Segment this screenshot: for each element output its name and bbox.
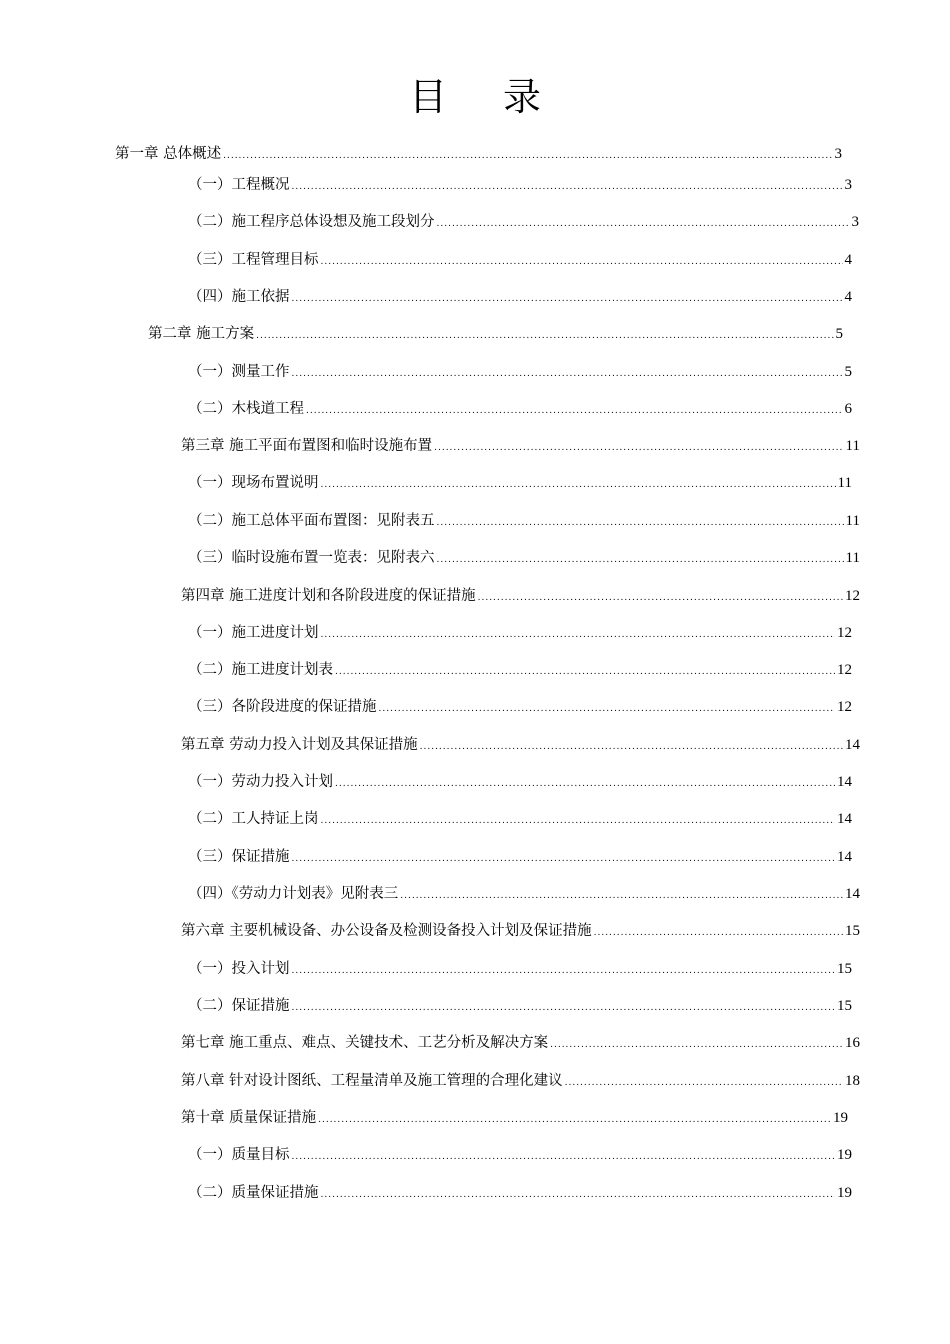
page-title: 目 录	[408, 75, 564, 119]
dot-leader	[306, 399, 843, 423]
toc-entry-page: 11	[845, 550, 860, 566]
toc-entry[interactable]	[188, 173, 852, 197]
dot-leader	[321, 809, 836, 833]
toc-entry[interactable]	[188, 770, 852, 794]
dot-leader	[400, 884, 843, 908]
toc-entry[interactable]	[188, 397, 852, 421]
dot-leader	[318, 1108, 831, 1132]
dot-leader	[223, 144, 832, 168]
toc-entry-label: 第二章 施工方案	[148, 326, 255, 342]
toc-entry[interactable]	[188, 1143, 852, 1167]
toc-entry[interactable]	[188, 210, 859, 234]
toc-entry-page: 14	[837, 811, 852, 827]
toc-entry-page: 5	[844, 364, 852, 380]
toc-entry-page: 19	[837, 1185, 852, 1201]
toc-entry[interactable]	[188, 807, 852, 831]
toc-entry[interactable]	[181, 1069, 860, 1093]
toc-entry-page: 12	[845, 588, 860, 604]
toc-entry-page: 11	[845, 438, 860, 454]
toc-entry-label: （三）工程管理目标	[188, 252, 319, 268]
toc-entry[interactable]	[188, 546, 860, 570]
toc-entry[interactable]	[188, 248, 852, 272]
toc-entry-page: 14	[845, 737, 860, 753]
toc-entry-label: （一）工程概况	[188, 177, 290, 193]
dot-leader	[335, 660, 835, 684]
dot-leader	[434, 436, 843, 460]
toc-entry-page: 12	[837, 625, 852, 641]
toc-entry-page: 6	[844, 401, 852, 417]
dot-leader	[321, 623, 836, 647]
toc-entry-page: 3	[844, 177, 852, 193]
dot-leader	[335, 772, 835, 796]
dot-leader	[292, 175, 843, 199]
dot-leader	[594, 921, 843, 945]
toc-entry-page: 4	[844, 252, 852, 268]
toc-entry-label: （一）质量目标	[188, 1147, 290, 1163]
toc-entry-label: （二）木栈道工程	[188, 401, 304, 417]
toc-entry-label: （二）质量保证措施	[188, 1185, 319, 1201]
toc-entry[interactable]	[181, 1106, 848, 1130]
dot-leader	[565, 1071, 843, 1095]
dot-leader	[420, 735, 843, 759]
dot-leader	[292, 959, 836, 983]
dot-leader	[550, 1033, 843, 1057]
toc-entry-label: 第六章 主要机械设备、办公设备及检测设备投入计划及保证措施	[181, 923, 592, 939]
toc-entry-label: （二）施工程序总体设想及施工段划分	[188, 214, 435, 230]
toc-entry-label: （二）施工进度计划表	[188, 662, 333, 678]
dot-leader	[256, 324, 833, 348]
toc-entry-page: 14	[837, 849, 852, 865]
dot-leader	[321, 473, 836, 497]
toc-entry-label: （三）各阶段进度的保证措施	[188, 699, 377, 715]
dot-leader	[437, 548, 844, 572]
toc-entry-page: 14	[837, 774, 852, 790]
toc-entry-label: 第十章 质量保证措施	[181, 1110, 317, 1126]
toc-entry[interactable]	[188, 285, 852, 309]
dot-leader	[379, 697, 836, 721]
toc-entry-page: 15	[837, 961, 852, 977]
toc-entry-label: （四）施工依据	[188, 289, 290, 305]
toc-entry-label: （三）保证措施	[188, 849, 290, 865]
toc-entry-page: 11	[845, 513, 860, 529]
toc-entry-label: 第四章 施工进度计划和各阶段进度的保证措施	[181, 588, 476, 604]
toc-entry[interactable]	[188, 695, 852, 719]
toc-entry-label: 第八章 针对设计图纸、工程量清单及施工管理的合理化建议	[181, 1073, 563, 1089]
toc-entry[interactable]	[188, 658, 852, 682]
toc-entry[interactable]	[115, 142, 842, 166]
toc-entry-label: （一）劳动力投入计划	[188, 774, 333, 790]
toc-entry-page: 12	[837, 699, 852, 715]
toc-entry-label: （二）保证措施	[188, 998, 290, 1014]
dot-leader	[321, 250, 843, 274]
toc-entry[interactable]	[188, 471, 852, 495]
toc-entry-page: 12	[837, 662, 852, 678]
toc-entry-label: 第一章 总体概述	[115, 146, 222, 162]
toc-entry[interactable]	[188, 957, 852, 981]
dot-leader	[292, 287, 843, 311]
toc-entry-label: （二）施工总体平面布置图：见附表五	[188, 513, 435, 529]
toc-entry-page: 3	[851, 214, 859, 230]
toc-entry[interactable]	[188, 882, 860, 906]
dot-leader	[292, 996, 836, 1020]
toc-entry[interactable]	[188, 845, 852, 869]
toc-entry[interactable]	[181, 919, 860, 943]
toc-entry[interactable]	[188, 621, 852, 645]
toc-entry-page: 18	[845, 1073, 860, 1089]
dot-leader	[292, 362, 843, 386]
toc-entry-label: （二）工人持证上岗	[188, 811, 319, 827]
dot-leader	[292, 1145, 836, 1169]
toc-entry-page: 14	[845, 886, 860, 902]
toc-entry-label: （三）临时设施布置一览表：见附表六	[188, 550, 435, 566]
toc-entry-page: 3	[834, 146, 842, 162]
toc-entry[interactable]	[188, 509, 860, 533]
toc-entry-label: （一）现场布置说明	[188, 475, 319, 491]
toc-entry-page: 16	[845, 1035, 860, 1051]
toc-entry-label: （一）测量工作	[188, 364, 290, 380]
toc-entry-label: （四）《劳动力计划表》见附表三	[188, 886, 399, 902]
dot-leader	[437, 511, 844, 535]
toc-entry[interactable]	[188, 360, 852, 384]
toc-entry-page: 15	[837, 998, 852, 1014]
toc-entry[interactable]	[148, 322, 843, 346]
toc-entry-page: 15	[845, 923, 860, 939]
dot-leader	[478, 586, 843, 610]
dot-leader	[437, 212, 850, 236]
toc-entry-label: 第七章 施工重点、难点、关键技术、工艺分析及解决方案	[181, 1035, 549, 1051]
toc-entry[interactable]	[181, 434, 860, 458]
toc-entry-page: 19	[837, 1147, 852, 1163]
toc-entry[interactable]	[188, 1181, 852, 1205]
toc-entry[interactable]	[181, 733, 860, 757]
dot-leader	[292, 847, 836, 871]
toc-entry-page: 19	[833, 1110, 848, 1126]
toc-entry-label: 第五章 劳动力投入计划及其保证措施	[181, 737, 418, 753]
toc-entry-page: 4	[844, 289, 852, 305]
toc-entry-label: （一）投入计划	[188, 961, 290, 977]
toc-entry-label: 第三章 施工平面布置图和临时设施布置	[181, 438, 433, 454]
toc-entry-page: 5	[835, 326, 843, 342]
dot-leader	[321, 1183, 836, 1207]
toc-entry[interactable]	[188, 994, 852, 1018]
toc-entry[interactable]	[181, 584, 860, 608]
toc-entry-label: （一）施工进度计划	[188, 625, 319, 641]
toc-entry-page: 11	[837, 475, 852, 491]
toc-entry[interactable]	[181, 1031, 860, 1055]
